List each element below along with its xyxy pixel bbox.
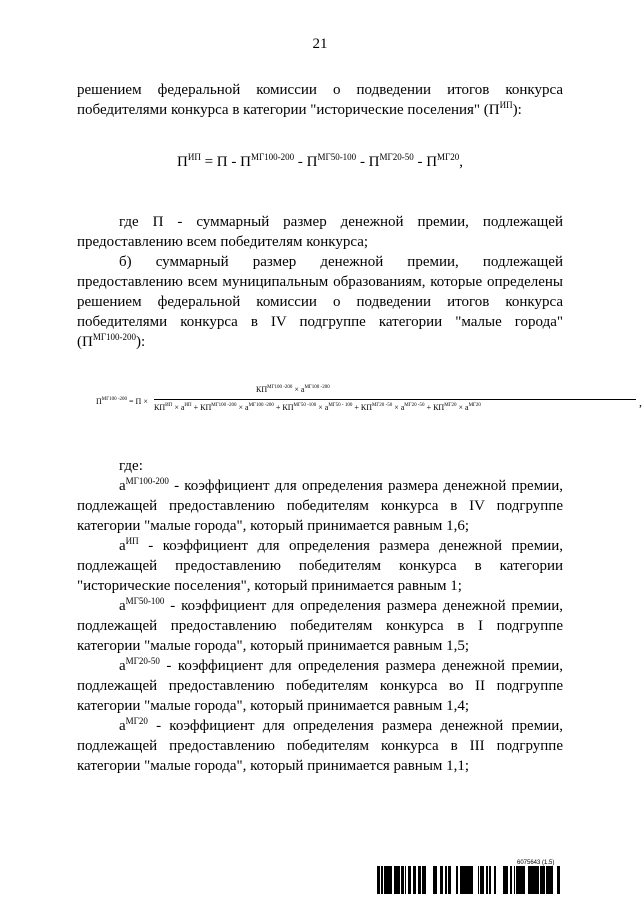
text-line: б) суммарный размер денежной премии, подлежащей [119, 254, 563, 270]
text-line: решением федеральной комиссии о подведении итогов конкурса [77, 294, 563, 310]
text-line: где: [119, 458, 143, 474]
barcode-number: 6075643 (1.5) [517, 860, 555, 866]
text-line: категории "малые города", который принимается равным 1,5; [77, 638, 470, 654]
text-line: $a^{МГ20-50}$ - коэффициент для определения размера денежной премии, [119, 656, 563, 674]
text-line: подлежащей предоставлению победителям конкурса в I подгруппе [77, 618, 563, 634]
text-line: $a^{ИП}$ - коэффициент для определения размера денежной премии, [119, 536, 563, 554]
text-line: "исторические поселения", который принимается равным 1; [77, 578, 462, 594]
text-line: подлежащей предоставлению победителям конкурса в категории [77, 558, 563, 574]
paragraph-b [77, 252, 563, 352]
text-line: категории "малые города", который принимается равным 1,4; [77, 698, 470, 714]
coefficient-mg100-200 [77, 476, 563, 536]
text-line: $a^{МГ20}$ - коэффициент для определения размера денежной премии, [119, 716, 563, 734]
text-line: предоставлению всем муниципальным образованиям, которые определены [77, 274, 563, 290]
where-label [77, 456, 563, 476]
text-line: победителями конкурса в IV подгруппе категории "малые города" [77, 314, 563, 330]
barcode-icon [377, 866, 563, 894]
formula-lhs: $П^{МГ100 -200} = П$ × [96, 397, 148, 406]
paragraph-where-p [77, 212, 563, 252]
paragraph-intro [77, 80, 563, 120]
formula-numerator: $КП^{МГ100 -200} \times a^{МГ100 -200}$ [256, 385, 330, 394]
text-line: победителями конкурса в категории "исторические поселения" $(П^{ИП})$: [77, 100, 522, 118]
text-line: $a^{МГ50-100}$ - коэффициент для определения размера денежной премии, [119, 596, 563, 614]
text-line: $(П^{МГ100-200})$: [77, 332, 146, 350]
text-line: подлежащей предоставлению победителям конкурса во II подгруппе [77, 678, 563, 694]
coefficient-ip [77, 536, 563, 596]
formula-comma: , [639, 395, 642, 409]
formula-small-towns-iv [96, 385, 642, 419]
coefficient-mg20 [77, 716, 563, 776]
coefficient-mg50-100 [77, 596, 563, 656]
text-line: подлежащей предоставлению победителям конкурса в IV подгруппе [77, 498, 563, 514]
text-line: решением федеральной комиссии о подведении итогов конкурса [77, 82, 563, 98]
text-line: категории "малые города", который принимается равным 1,6; [77, 518, 470, 534]
coefficient-mg20-50 [77, 656, 563, 716]
text-line: где П - суммарный размер денежной премии, подлежащей [119, 214, 563, 230]
formula-historic-settlements: $П^{ИП} = П - П^{МГ100-200} - П^{МГ50-100} - П^{МГ20-50} - П^{МГ20}$, [176, 152, 464, 170]
text-line: категории "малые города", который принимается равным 1,1; [77, 758, 470, 774]
formula-denominator: $КП^{ИП} \times a^{ИП} + КП^{МГ100 -200} \times a^{МГ100 -200} + КП^{МГ50 -100} \times a^{МГ50 - 100} + КП^{МГ20 -50} \times a^{МГ20 -50} + КП^{МГ20} \times a^{МГ20}$ [154, 403, 481, 412]
fraction-bar [154, 399, 636, 400]
text-line: предоставлению всем победителям конкурса; [77, 234, 369, 250]
page-number: 21 [312, 36, 328, 52]
text-line: $a^{МГ100-200}$ - коэффициент для определения размера денежной премии, [119, 476, 563, 494]
text-line: подлежащей предоставлению победителям конкурса в III подгруппе [77, 738, 563, 754]
